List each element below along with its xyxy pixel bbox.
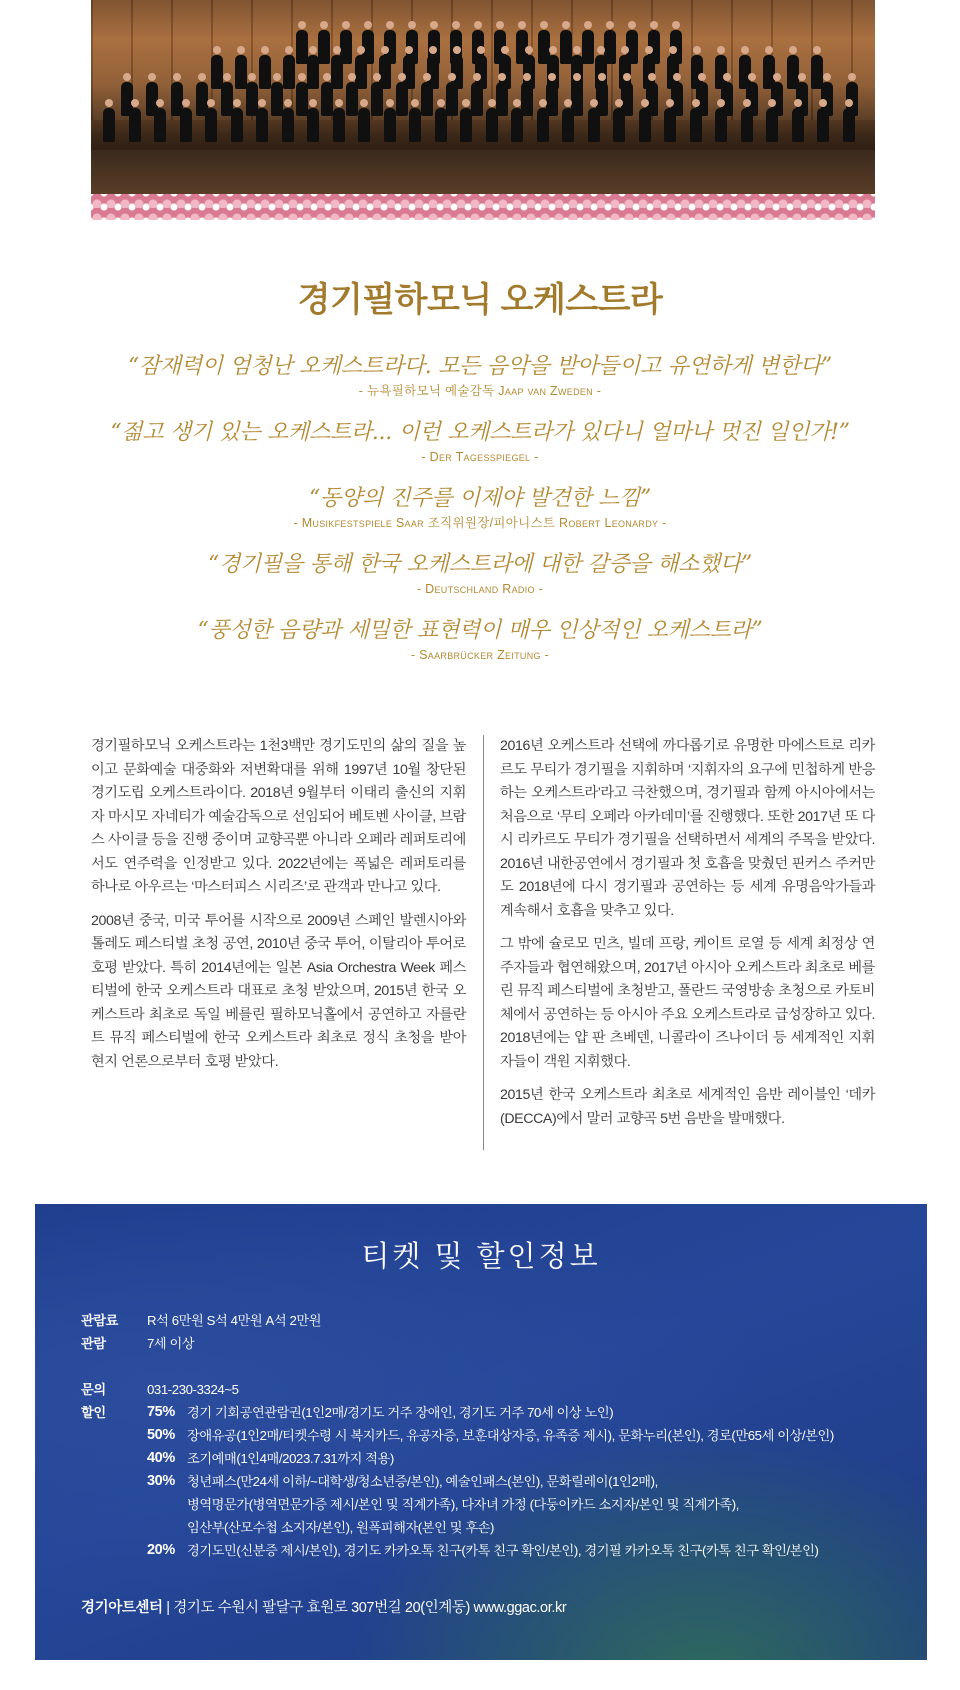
discount-text: 경기 기회공연관람권(1인2매/경기도 거주 장애인, 경기도 거주 70세 이상 노인) <box>187 1405 614 1420</box>
discount-percent: 75% <box>147 1404 175 1420</box>
paragraph: 2016년 오케스트라 선택에 까다롭기로 유명한 마에스트로 리카르도 무티가 경기필을 지휘하며 ‘지휘자의 요구에 민첩하게 반응하는 오케스트라’라고 극찬했으며, 경기필과 함께 아시아에서는 처음으로 ‘무티 오페라 아카데미’를 진행했다. 또한 2017년 또 다시 리카르도 무티가 경기필을 선택하면서 세계의 주목을 받았다. 2016년 내한공연에서 경기필과 첫 호흡을 맞췄던 핀커스 주커만도 2018년에 다시 경기필과 공연하는 등 세계 유명음악가들과 계속해서 호흡을 맞추고 있다. <box>500 738 875 919</box>
page-title: 경기필하모닉 오케스트라 <box>297 281 663 319</box>
discount-row <box>81 1401 901 1562</box>
discount-item <box>147 1447 901 1470</box>
price-value: R석 6만원 S석 4만원 A석 2만원 <box>147 1313 322 1328</box>
paragraph: 그 밖에 슐로모 민츠, 빌데 프랑, 케이트 로열 등 세계 최정상 연주자들과 협연해왔으며, 2017년 아시아 오케스트라 최초로 베를린 뮤직 페스티벌에 초청받고, 폴란드 국영방송 초청으로 카토비체에서 공연하는 등 아시아 주요 오케스트라로 급성장하고 있다. 2018년에는 얍 판 츠베덴, 니콜라이 즈나이더 등 세계적인 지휘자들이 객원 지휘했다. <box>500 936 875 1070</box>
quote-text: “잠재력이 엄청난 오케스트라다. 모든 음악을 받아들이고 유연하게 변한다” <box>127 354 832 379</box>
quote-text: “풍성한 음량과 세밀한 표현력이 매우 인상적인 오케스트라” <box>197 618 763 643</box>
quote-item <box>0 550 960 598</box>
paragraph: 2008년 중국, 미국 투어를 시작으로 2009년 스페인 발렌시아와 톨레도 페스티벌 초청 공연, 2010년 중국 투어, 이탈리아 투어로 호평 받았다. 특히 2014년에는 일본 Asia Orchestra Week 페스티벌에 한국 오케스트라 대표로 초청 받았으며, 2015년 한국 오케스트라 최초로 독일 베를린 필하모닉홀에서 공연하고 자를란트 뮤직 페스티벌에 한국 오케스트라 최초로 정식 초청을 받아 현지 언론으로부터 호평 받았다. <box>91 912 466 1070</box>
discount-text: 조기예매(1인4매/2023.7.31까지 적용) <box>187 1451 394 1466</box>
discount-item <box>147 1424 901 1447</box>
age-value: 7세 이상 <box>147 1336 195 1351</box>
price-label: 관람료 <box>81 1313 119 1328</box>
discount-list <box>147 1401 901 1562</box>
discount-percent: 40% <box>147 1450 175 1466</box>
venue-name: 경기아트센터 <box>81 1600 163 1616</box>
quote-source: - 뉴욕필하모닉 예술감독 Jaap van Zweden - <box>358 384 602 398</box>
quotes-section <box>0 352 960 682</box>
discount-text: 임산부(산모수첩 소지자/본인), 원폭피해자(본인 및 후손) <box>187 1520 495 1535</box>
right-column <box>500 735 875 1141</box>
ticket-title: 티켓 및 할인정보 <box>361 1241 601 1273</box>
column-divider <box>483 735 484 1150</box>
left-column <box>91 735 466 1084</box>
quote-source: - Deutschland Radio - <box>416 582 544 596</box>
discount-text: 장애유공(1인2매/티켓수령 시 복지카드, 유공자증, 보훈대상자증, 유족증 제시), 문화누리(본인), 경로(만65세 이상/본인) <box>187 1428 834 1443</box>
discount-label: 할인 <box>81 1405 106 1420</box>
discount-item <box>147 1401 901 1424</box>
discount-text: 병역명문가(병역면문가증 제시/본인 및 직계가족), 다자녀 가정 (다둥이카드 소지자/본인 및 직계가족), <box>187 1497 739 1512</box>
discount-text: 경기도민(신분증 제시/본인), 경기도 카카오톡 친구(카톡 친구 확인/본인), 경기필 카카오톡 친구(카톡 친구 확인/본인) <box>187 1543 819 1558</box>
quote-item <box>0 484 960 532</box>
discount-item <box>147 1539 901 1562</box>
discount-item <box>147 1470 901 1539</box>
ticket-info <box>81 1309 901 1562</box>
ticket-panel <box>35 1204 927 1660</box>
venue-address: | 경기도 수원시 팔달구 효원로 307번길 20(인계동) www.ggac.or.kr <box>162 1600 567 1616</box>
intro-columns <box>91 735 875 1155</box>
quote-item <box>0 352 960 400</box>
paragraph: 경기필하모닉 오케스트라는 1천3백만 경기도민의 삶의 질을 높이고 문화예술 대중화와 저변확대를 위해 1997년 10월 창단된 경기도립 오케스트라이다. 2018년 9월부터 이태리 출신의 지휘자 마시모 자네티가 예술감독으로 선임되어 베토벤 사이클, 브람스 사이클 등을 진행 중이며 교향곡뿐 아니라 오페라 레퍼토리에서도 연주력을 인정받고 있다. 2022년에는 폭넓은 레퍼토리를 하나로 아우르는 ‘마스터피스 시리즈’로 관객과 만나고 있다. <box>91 738 466 895</box>
discount-percent: 50% <box>147 1427 175 1443</box>
quote-text: “젊고 생기 있는 오케스트라... 이런 오케스트라가 있다니 얼마나 멋진 일인가!” <box>110 420 850 445</box>
age-row <box>81 1332 901 1355</box>
paragraph: 2015년 한국 오케스트라 최초로 세계적인 음반 레이블인 ‘데카(DECCA)에서 말러 교향곡 5번 음반을 발매했다. <box>500 1087 875 1127</box>
quote-item <box>0 616 960 664</box>
discount-text: 청년패스(만24세 이하/~대학생/청소년증/본인), 예술인패스(본인), 문화릴레이(1인2매), <box>187 1474 658 1489</box>
quote-source: - Musikfestspiele Saar 조직위원장/피아니스트 Robert Leonardy - <box>293 516 667 530</box>
venue-footer <box>81 1596 566 1617</box>
discount-percent: 20% <box>147 1542 175 1558</box>
quote-source: - Der Tagesspiegel - <box>421 450 539 464</box>
inquiry-value: 031-230-3324~5 <box>147 1382 239 1397</box>
age-label: 관람 <box>81 1336 106 1351</box>
inquiry-row <box>81 1378 901 1401</box>
quote-text: “경기필을 통해 한국 오케스트라에 대한 갈증을 해소했다” <box>208 552 752 577</box>
quote-text: “동양의 진주를 이제야 발견한 느낌” <box>309 486 651 511</box>
price-row <box>81 1309 901 1332</box>
quote-source: - Saarbrücker Zeitung - <box>410 648 550 662</box>
orchestra-photo <box>91 0 875 220</box>
flower-decoration <box>91 194 875 220</box>
discount-percent: 30% <box>147 1473 175 1489</box>
inquiry-label: 문의 <box>81 1382 106 1397</box>
quote-item <box>0 418 960 466</box>
